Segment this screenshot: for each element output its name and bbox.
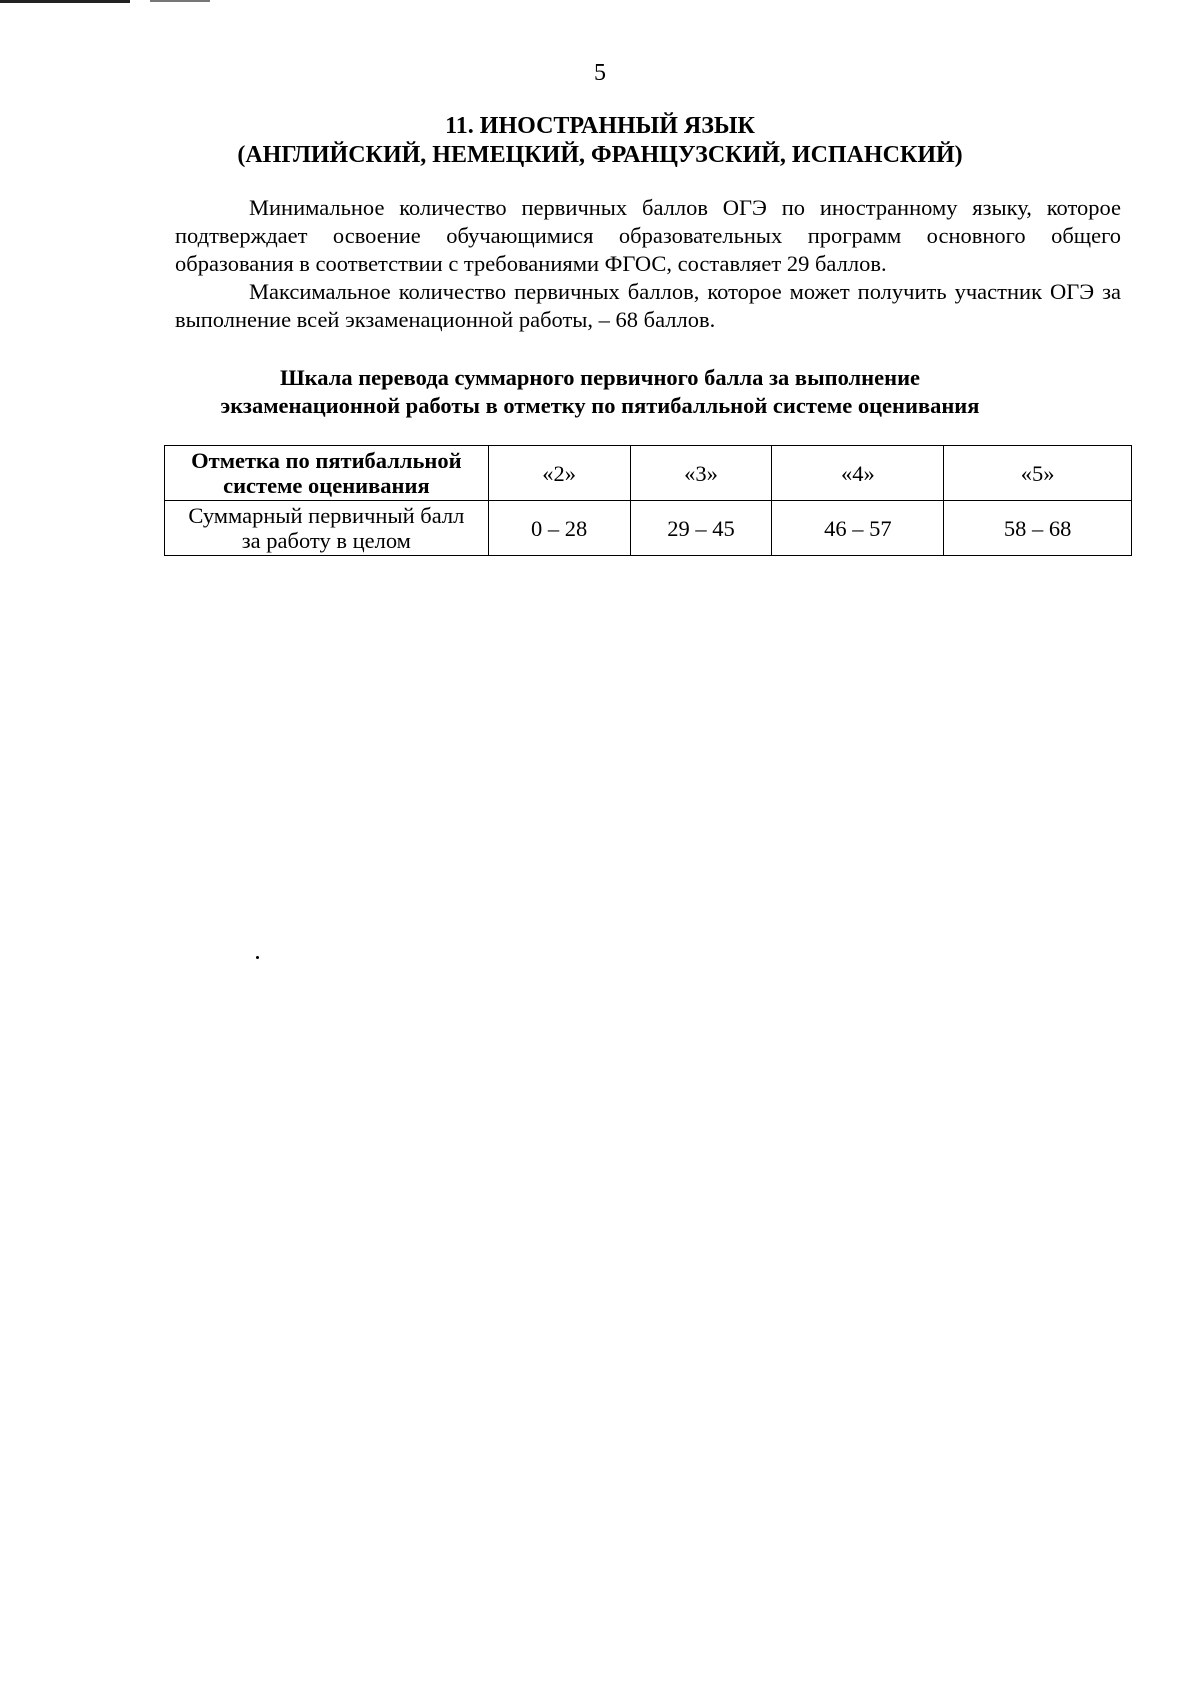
section-heading-line1: 11. ИНОСТРАННЫЙ ЯЗЫК: [445, 113, 755, 139]
score-range-cell: 29 – 45: [630, 501, 772, 556]
table-title-line1: Шкала перевода суммарного первичного балла за выполнение: [279, 365, 921, 390]
table-row-grades: [165, 446, 1132, 501]
row-header-grade: [165, 446, 489, 501]
grade-cell: «2»: [488, 446, 630, 501]
scan-artifact-line: [0, 0, 130, 3]
body-text: [175, 194, 1121, 334]
row-header-grade-line2: системе оценивания: [223, 473, 430, 498]
scan-artifact-line: [150, 0, 210, 2]
row-header-score-line1: Суммарный первичный балл: [188, 503, 465, 528]
table-title-line2: экзаменационной работы в отметку по пятибалльной системе оценивания: [220, 393, 980, 418]
row-header-grade-line1: Отметка по пятибалльной: [191, 448, 462, 473]
score-range-cell: 58 – 68: [944, 501, 1132, 556]
grade-cell: «4»: [772, 446, 944, 501]
grade-scale-table: [164, 445, 1132, 556]
table-row-score-ranges: [165, 501, 1132, 556]
paragraph-minimum-score: Минимальное количество первичных баллов ОГЭ по иностранному языку, которое подтверждает освоение обучающимися образовательных программ основного общего образования в соответствии с требованиями ФГОС, составляет 29 баллов.: [175, 195, 1121, 276]
page-number: 5: [594, 60, 606, 86]
table-title: [0, 364, 1200, 420]
score-range-cell: 0 – 28: [488, 501, 630, 556]
grade-cell: «5»: [944, 446, 1132, 501]
row-header-score: [165, 501, 489, 556]
row-header-score-line2: за работу в целом: [241, 528, 411, 553]
section-heading: [0, 112, 1200, 170]
scan-speck: [256, 956, 259, 959]
section-heading-line2: (АНГЛИЙСКИЙ, НЕМЕЦКИЙ, ФРАНЦУЗСКИЙ, ИСПАНСКИЙ): [237, 142, 963, 168]
score-range-cell: 46 – 57: [772, 501, 944, 556]
grade-cell: «3»: [630, 446, 772, 501]
paragraph-maximum-score: Максимальное количество первичных баллов, которое может получить участник ОГЭ за выполнение всей экзаменационной работы, – 68 баллов.: [175, 279, 1121, 332]
